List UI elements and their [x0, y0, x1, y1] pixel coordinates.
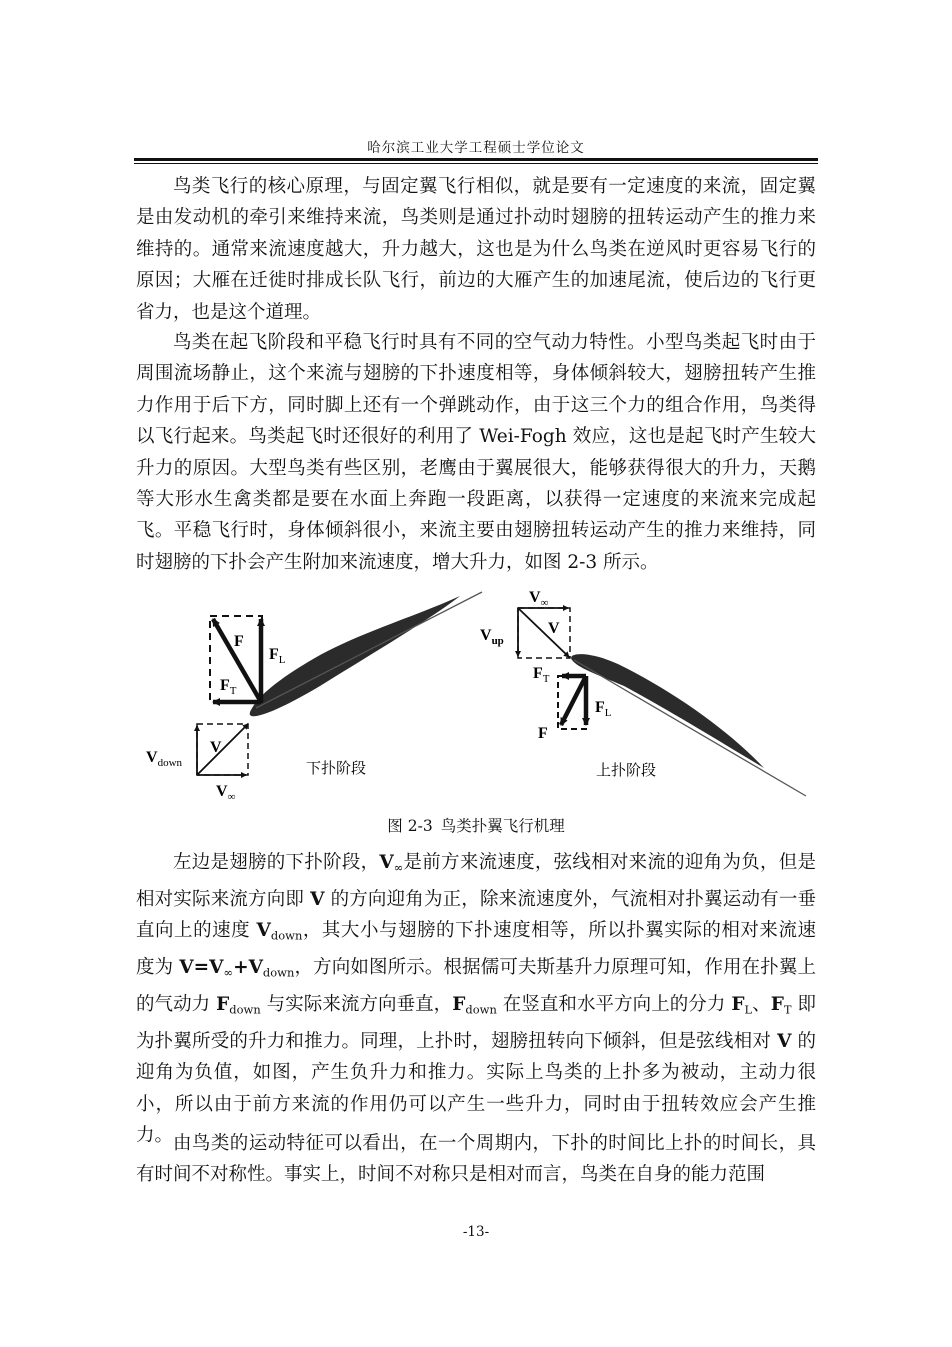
figure-caption — [134, 814, 818, 836]
paragraph-4: 由鸟类的运动特征可以看出，在一个周期内，下扑的时间比上扑的时间长，具有时间不对称性。事实上，时间不对称只是相对而言，鸟类在自身的能力范围 — [136, 1133, 816, 1186]
label-F-up: F — [538, 725, 548, 742]
paragraph-3: 左边是翅膀的下扑阶段，$V_\infty$是前方来流速度，弦线相对来流的迎角为负，但是相对实际来流方向即 V 的方向迎角为正，除来流速度外，气流相对扑翼运动有一垂直向上的速度 $V_{down}$，其大小与翅膀的下扑速度相等，所以扑翼实际的相对来流速度为 $V=V_\infty+V_{down}$，方向如图所示。根据儒可夫斯基升力原理可知，作用在扑翼上的气动力 $F_{down}$ 与实际来流方向垂直，$F_{down}$ 在竖直和水平方向上的分力 $F_L$、$F_T$ 即为扑翼所受的升力和推力。同理，上扑时，翅膀扭转向下倾斜，但是弦线相对 V 的迎角为负值，如图，产生负升力和推力。实际上鸟类的上扑多为被动，主动力很小，所以由于前方来流的作用仍可以产生一些升力，同时由于扭转效应会产生推力。 — [136, 852, 816, 1146]
stage-label-upstroke: 上扑阶段 — [596, 761, 657, 779]
upstroke-diagram — [480, 589, 806, 796]
downstroke-diagram — [146, 592, 482, 803]
label-FL-up: $F_L$ — [595, 699, 612, 719]
caption-text: 鸟类扑翼飞行机理 — [440, 817, 565, 835]
label-Vinf-up: $V_\infty$ — [529, 589, 549, 609]
header-rule-thick — [134, 158, 818, 161]
chord-line-downstroke — [256, 592, 482, 708]
header-rule-thin — [134, 163, 818, 164]
label-V-down: V — [210, 739, 222, 756]
label-FT-down: $F_T$ — [220, 677, 237, 697]
label-F-down: F — [234, 633, 244, 650]
stage-label-downstroke: 下扑阶段 — [306, 759, 367, 777]
label-FL-down: $F_L$ — [269, 646, 286, 666]
paragraph-2: 鸟类在起飞阶段和平稳飞行时具有不同的空气动力特性。小型鸟类起飞时由于周围流场静止，这个来流与翅膀的下扑速度相等，身体倾斜较大，翅膀扭转产生推力作用于后下方，同时脚上还有一个弹跳动作，由于这三个力的组合作用，鸟类得以飞行起来。鸟类起飞时还很好的利用了 Wei-Fogh 效应，这也是起飞时产生较大升力的原因。大型鸟类有些区别，老鹰由于翼展很大，能够获得很大的升力，天鹅等大形水生禽类都是要在水面上奔跑一段距离，以获得一定速度的来流来完成起飞。平稳飞行时，身体倾斜很小，来流主要由翅膀扭转运动产生的推力来维持，同时翅膀的下扑会产生附加来流速度，增大升力，如图 2-3 所示。 — [136, 332, 816, 573]
velocity-V-arrow-down — [197, 724, 248, 775]
paragraph-1: 鸟类飞行的核心原理，与固定翼飞行相似，就是要有一定速度的来流，固定翼是由发动机的牵引来维持来流，鸟类则是通过扑动时翅膀的扭转运动产生的推力来维持的。通常来流速度越大，升力越大，这也是为什么鸟类在逆风时更容易飞行的原因；大雁在迁徙时排成长队飞行，前边的大雁产生的加速尾流，使后边的飞行更省力，也是这个道理。 — [136, 176, 816, 323]
force-F-arrow-up — [561, 676, 586, 725]
page-number: -13- — [462, 1224, 490, 1240]
label-Vup: $V_{up}$ — [480, 627, 504, 647]
velocity-V-arrow-up — [518, 608, 569, 657]
label-Vinf-down: $V_\infty$ — [216, 783, 236, 803]
label-Vdown: $V_{down}$ — [146, 749, 183, 769]
caption-number: 图 2-3 — [387, 817, 433, 835]
label-FT-up: $F_T$ — [533, 665, 550, 685]
label-V-up: V — [548, 620, 560, 637]
figure-flapping-mechanism — [140, 582, 812, 810]
running-header: 哈尔滨工业大学工程硕士学位论文 — [367, 140, 585, 156]
